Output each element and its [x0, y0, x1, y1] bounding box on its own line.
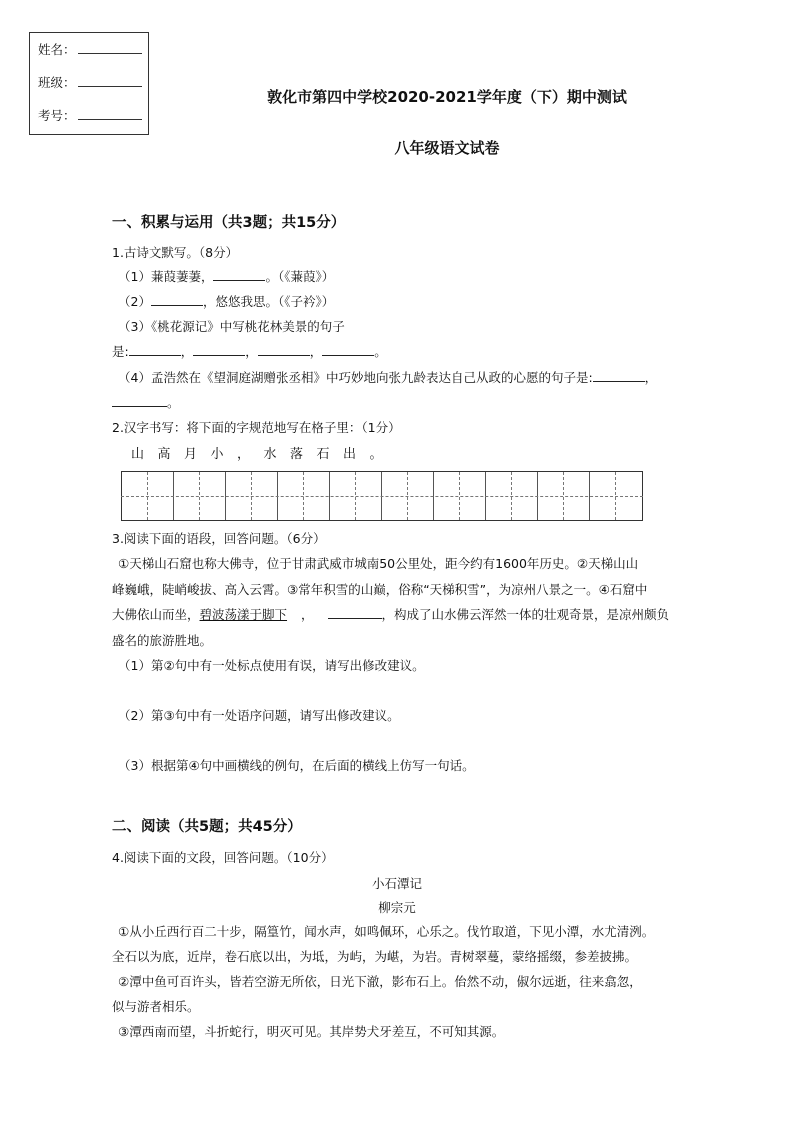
blank[interactable] [112, 394, 167, 407]
passage-para3: ③潭西南而望，斗折蛇行，明灭可见。其岸势犬牙差互，不可知其源。 [118, 1024, 505, 1039]
blank[interactable] [322, 343, 374, 356]
passage-para2-line2: 似与游者相乐。 [112, 999, 200, 1014]
q2-characters [131, 443, 396, 462]
blank[interactable] [258, 343, 310, 356]
q3-sub1: （1）第②句中有一处标点使用有误，请写出修改建议。 [118, 658, 425, 673]
char: 水 [263, 447, 277, 462]
id-label: 考号： [38, 108, 76, 123]
section1-heading: 一、积累与运用（共3题；共15分） [112, 215, 346, 231]
section2-heading: 二、阅读（共5题；共45分） [112, 819, 302, 835]
blank[interactable] [129, 343, 181, 356]
student-info-box [29, 32, 149, 135]
q3-stem: 3.阅读下面的语段，回答问题。（6分） [112, 531, 326, 546]
q3-para-line2: 峰巍峨，陡峭峻拔、高入云霄。③常年积雪的山巅，俗称“天梯积雪”，为凉州八景之一。④石窟中 [112, 582, 648, 597]
passage-title: 小石潭记 [371, 876, 422, 891]
underlined-example: 碧波荡漾于脚下 [199, 607, 288, 622]
q1-stem: 1.古诗文默写。（8分） [112, 245, 239, 260]
q4-stem: 4.阅读下面的文段，回答问题。（10分） [112, 850, 334, 865]
grid-midline [121, 496, 643, 497]
class-label: 班级： [38, 75, 76, 90]
blank[interactable] [328, 606, 382, 619]
q1-item4-blank2: 。 [112, 394, 180, 412]
exam-title: 敦化市第四中学校2020-2021学年度（下）期中测试 [267, 88, 627, 106]
q3-para-line4: 盛名的旅游胜地。 [112, 633, 213, 648]
q1-item2: （2） ，悠悠我思。（《子衿》） [118, 294, 335, 309]
name-row [38, 40, 142, 58]
blank[interactable] [593, 369, 645, 382]
id-blank[interactable] [78, 107, 142, 120]
char: 出 [343, 447, 357, 462]
char: 落 [290, 447, 304, 462]
char: 月 [184, 447, 198, 462]
q3-para-line3: 大佛依山而坐，碧波荡漾于脚下 ， ，构成了山水佛云浑然一体的壮观奇景，是凉州颇负 [112, 607, 670, 622]
q1-item3-blanks: 是: ， ， ， 。 [112, 344, 387, 359]
id-row [38, 106, 142, 124]
q3-sub3: （3）根据第④句中画横线的例句，在后面的横线上仿写一句话。 [118, 758, 475, 773]
char: 高 [157, 447, 171, 462]
q1-item3: （3）《桃花源记》中写桃花林美景的句子 [118, 319, 345, 334]
passage-author: 柳宗元 [378, 900, 416, 915]
q3-para-line1: ①天梯山石窟也称大佛寺，位于甘肃武威市城南50公里处，距今约有1600年历史。②天梯山山 [118, 556, 639, 571]
passage-para1-line1: ①从小丘西行百二十步，隔篁竹，闻水声，如鸣佩环，心乐之。伐竹取道，下见小潭，水尤清洌。 [118, 924, 655, 939]
q2-stem: 2.汉字书写：将下面的字规范地写在格子里：（1分） [112, 420, 401, 435]
passage-para2-line1: ②潭中鱼可百许头，皆若空游无所依，日光下澈，影布石上。佁然不动，俶尔远逝，往来翕忽， [118, 974, 642, 989]
blank[interactable] [213, 268, 265, 281]
passage-para1-line2: 全石以为底，近岸，卷石底以出，为坻，为屿，为嵁，为岩。青树翠蔓，蒙络摇缀，参差披拂。 [112, 949, 638, 964]
char: 小 [210, 447, 224, 462]
blank[interactable] [193, 343, 245, 356]
blank[interactable] [151, 293, 203, 306]
exam-subtitle: 八年级语文试卷 [394, 139, 500, 157]
char: ， [237, 447, 251, 462]
char: 石 [316, 447, 330, 462]
char: 山 [131, 447, 145, 462]
char: 。 [369, 447, 383, 462]
name-label: 姓名： [38, 42, 76, 57]
q1-item4: （4）孟浩然在《望洞庭湖赠张丞相》中巧妙地向张九龄表达自己从政的心愿的句子是: ， [118, 370, 658, 385]
q3-sub2: （2）第③句中有一处语序问题，请写出修改建议。 [118, 708, 400, 723]
q1-item1: （1）蒹葭萋萋， 。（《蒹葭》） [118, 269, 335, 284]
name-blank[interactable] [78, 41, 142, 54]
